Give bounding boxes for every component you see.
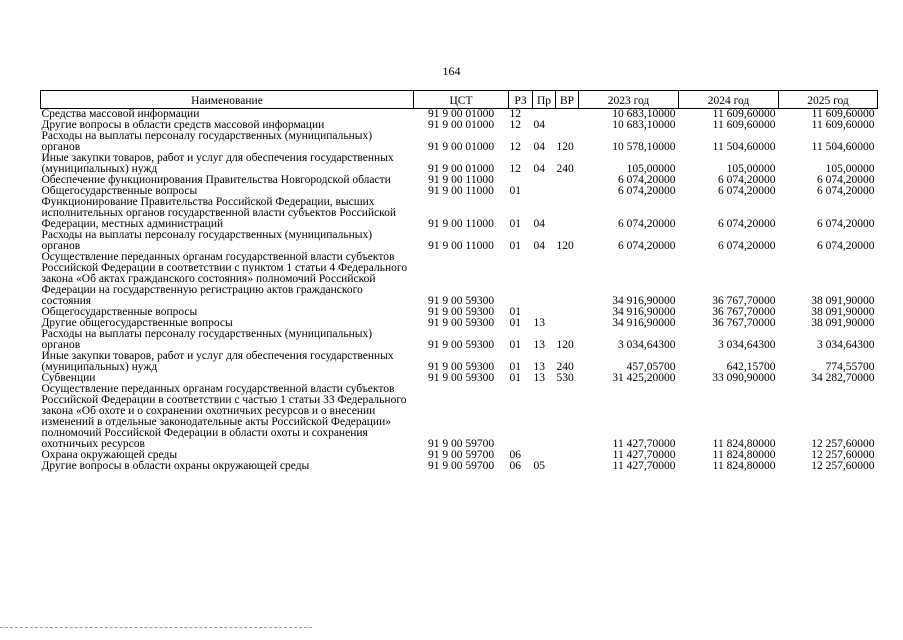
cell-cst: 91 9 00 11000	[428, 240, 494, 252]
cell-cst: 91 9 00 59700	[427, 449, 495, 461]
cell-2024: 6 074,20000	[718, 174, 776, 186]
cell-vr	[556, 109, 579, 121]
cell-rz: 01	[509, 306, 521, 318]
cell-2025: 6 074,20000	[817, 174, 875, 186]
cell-2024: 11 824,80000	[712, 449, 776, 461]
cell-name: Субвенции	[41, 372, 96, 384]
cell-pr: 04	[533, 141, 545, 153]
table-row	[41, 131, 878, 153]
cell-name: Средства массовой информации	[41, 108, 200, 120]
cell-2025: 6 074,20000	[817, 240, 875, 252]
page-number: 164	[442, 64, 461, 78]
cell-rz: 01	[509, 240, 521, 252]
cell-vr	[556, 318, 579, 329]
cell-2025: 6 074,20000	[817, 185, 875, 197]
cell-2023: 105,00000	[626, 163, 676, 175]
cell-2024: 11 609,60000	[712, 119, 776, 131]
header-2025: 2025 год	[779, 91, 878, 109]
cell-2023: 6 074,20000	[618, 174, 676, 186]
cell-2023: 10 683,10000	[612, 108, 676, 120]
cell-2023: 11 427,70000	[612, 460, 676, 472]
table-header-row	[41, 91, 878, 109]
cell-vr	[556, 461, 579, 472]
cell-name: Другие общегосударственные вопросы	[41, 317, 233, 329]
cell-rz: 01	[509, 317, 521, 329]
cell-2023: 11 427,70000	[612, 438, 676, 450]
table-body	[41, 109, 878, 473]
table-row	[41, 197, 878, 230]
cell-pr: 13	[533, 339, 545, 351]
cell-vr	[556, 384, 579, 450]
cell-2025: 12 257,60000	[811, 449, 875, 461]
cell-cst: 91 9 00 01000	[427, 141, 495, 153]
cell-2023: 6 074,20000	[618, 185, 676, 197]
cell-2023: 6 074,20000	[618, 240, 676, 252]
cell-2025: 12 257,60000	[811, 438, 875, 450]
cell-vr: 530	[556, 372, 574, 384]
cell-2024: 36 767,70000	[712, 317, 776, 329]
bottom-divider	[0, 627, 312, 628]
cell-2023: 457,05700	[626, 361, 676, 373]
cell-2023: 3 034,64300	[618, 339, 676, 351]
cell-name: Расходы на выплаты персоналу государственных (муниципальных) органов	[41, 328, 373, 351]
cell-2024: 11 824,80000	[712, 438, 776, 450]
cell-rz: 12	[509, 108, 521, 120]
cell-rz: 01	[509, 218, 521, 230]
cell-pr: 04	[533, 218, 545, 230]
cell-rz	[509, 384, 533, 450]
cell-rz: 06	[509, 449, 521, 461]
cell-vr	[556, 175, 579, 186]
cell-rz: 01	[509, 339, 521, 351]
cell-cst: 91 9 00 01000	[427, 163, 495, 175]
cell-pr: 04	[533, 163, 545, 175]
table-row	[41, 384, 878, 450]
cell-pr: 13	[533, 317, 545, 329]
cell-rz: 06	[509, 460, 521, 472]
cell-2024: 642,15700	[726, 361, 776, 373]
cell-cst: 91 9 00 01000	[427, 119, 495, 131]
cell-2023: 11 427,70000	[612, 449, 676, 461]
cell-vr	[556, 307, 579, 318]
cell-vr	[556, 186, 579, 197]
cell-name: Другие вопросы в области средств массовой информации	[41, 119, 325, 131]
cell-vr	[556, 120, 579, 131]
table-row	[41, 153, 878, 175]
header-pr: Пр	[533, 91, 556, 109]
cell-2023: 34 916,90000	[612, 295, 676, 307]
budget-table	[40, 90, 878, 472]
cell-2024: 6 074,20000	[718, 218, 776, 230]
cell-vr: 240	[556, 163, 574, 175]
cell-2023: 10 683,10000	[612, 119, 676, 131]
cell-cst: 91 9 00 59300	[427, 317, 495, 329]
cell-2025: 105,00000	[825, 163, 875, 175]
cell-2023: 34 916,90000	[612, 317, 676, 329]
cell-vr	[556, 450, 579, 461]
cell-rz: 01	[509, 372, 521, 384]
cell-cst: 91 9 00 11000	[428, 174, 494, 186]
cell-pr	[533, 175, 556, 186]
cell-vr	[556, 252, 579, 307]
cell-vr	[556, 197, 579, 230]
cell-2024: 3 034,64300	[718, 339, 776, 351]
cell-2025: 6 074,20000	[817, 218, 875, 230]
header-cst: ЦСТ	[414, 91, 509, 109]
cell-name: Расходы на выплаты персоналу государственных (муниципальных) органов	[41, 229, 373, 252]
cell-2025: 11 504,60000	[811, 141, 875, 153]
cell-2025: 11 609,60000	[811, 119, 875, 131]
cell-pr: 13	[533, 361, 545, 373]
cell-cst: 91 9 00 59300	[427, 295, 495, 307]
cell-name: Иные закупки товаров, работ и услуг для обеспечения государственных (муниципальных) нужд	[41, 152, 394, 175]
cell-2024: 6 074,20000	[718, 240, 776, 252]
cell-rz: 12	[509, 119, 521, 131]
cell-name: Осуществление переданных органам государственной власти субъектов Российской Федерации в соответствии с пунктом 1 статьи 4 Федерального закона «Об актах гражданского состояния» полномочий Российской Федерации на государственную регистрацию актов гражданского состояния	[41, 251, 408, 307]
header-2023: 2023 год	[579, 91, 679, 109]
header-name: Наименование	[41, 91, 414, 109]
table-row	[41, 230, 878, 252]
table-row	[41, 329, 878, 351]
cell-2024: 105,00000	[726, 163, 776, 175]
cell-vr: 120	[556, 339, 574, 351]
table-row	[41, 351, 878, 373]
table-row	[41, 252, 878, 307]
cell-name: Функционирование Правительства Российской Федерации, высших исполнительных органов государственной власти субъектов Российской Федерации, местных администраций	[41, 196, 397, 230]
cell-2023: 31 425,20000	[612, 372, 676, 384]
cell-name: Общегосударственные вопросы	[41, 185, 198, 197]
cell-2023: 6 074,20000	[618, 218, 676, 230]
header-rz: РЗ	[509, 91, 533, 109]
cell-2023: 10 578,10000	[612, 141, 676, 153]
cell-cst: 91 9 00 11000	[428, 218, 494, 230]
cell-cst: 91 9 00 59700	[427, 438, 495, 450]
cell-cst: 91 9 00 59300	[427, 306, 495, 318]
cell-pr: 13	[533, 372, 545, 384]
cell-pr	[533, 186, 556, 197]
cell-2024: 36 767,70000	[712, 295, 776, 307]
cell-2024: 33 090,90000	[712, 372, 776, 384]
cell-2023: 34 916,90000	[612, 306, 676, 318]
cell-vr: 120	[556, 141, 574, 153]
cell-name: Общегосударственные вопросы	[41, 306, 198, 318]
cell-cst: 91 9 00 01000	[427, 108, 495, 120]
cell-pr: 04	[533, 119, 545, 131]
cell-pr: 05	[533, 460, 545, 472]
cell-2025: 38 091,90000	[811, 317, 875, 329]
cell-2025: 3 034,64300	[817, 339, 875, 351]
cell-pr: 04	[533, 240, 545, 252]
cell-cst: 91 9 00 59300	[427, 339, 495, 351]
cell-name: Обеспечение функционирования Правительства Новгородской области	[41, 174, 391, 186]
cell-rz: 12	[509, 141, 521, 153]
cell-2025: 38 091,90000	[811, 295, 875, 307]
cell-name: Расходы на выплаты персоналу государственных (муниципальных) органов	[41, 130, 373, 153]
cell-2024: 11 824,80000	[712, 460, 776, 472]
cell-cst: 91 9 00 11000	[428, 185, 494, 197]
cell-2025: 38 091,90000	[811, 306, 875, 318]
cell-2024: 36 767,70000	[712, 306, 776, 318]
cell-2024: 11 609,60000	[712, 108, 776, 120]
cell-cst: 91 9 00 59300	[427, 372, 495, 384]
cell-name: Иные закупки товаров, работ и услуг для обеспечения государственных (муниципальных) нужд	[41, 350, 394, 373]
cell-2025: 12 257,60000	[811, 460, 875, 472]
cell-2025: 34 282,70000	[811, 372, 875, 384]
cell-2024: 6 074,20000	[718, 185, 776, 197]
cell-rz: 01	[509, 361, 521, 373]
cell-2025: 774,55700	[825, 361, 875, 373]
cell-vr: 120	[556, 240, 574, 252]
header-2024: 2024 год	[679, 91, 779, 109]
cell-pr	[533, 252, 556, 307]
header-vr: ВР	[556, 91, 579, 109]
cell-vr: 240	[556, 361, 574, 373]
cell-name: Другие вопросы в области охраны окружающей среды	[41, 460, 310, 472]
cell-cst: 91 9 00 59700	[427, 460, 495, 472]
cell-name: Осуществление переданных органам государственной власти субъектов Российской Федерации в соответствии с частью 1 статьи 33 Федерального закона «Об охоте и о сохранении охотничьих ресурсов и о внесении изменений в отдельные законодательные акты Российской Федерации» полномочий Российской Федерации в области охоты и сохранения охотничьих ресурсов	[41, 383, 407, 450]
cell-rz: 12	[509, 163, 521, 175]
cell-name: Охрана окружающей среды	[41, 449, 178, 461]
cell-rz	[509, 252, 533, 307]
cell-2024: 11 504,60000	[712, 141, 776, 153]
table-row	[41, 461, 878, 472]
cell-2025: 11 609,60000	[811, 108, 875, 120]
cell-rz: 01	[509, 185, 521, 197]
cell-pr	[533, 384, 556, 450]
cell-cst: 91 9 00 59300	[427, 361, 495, 373]
